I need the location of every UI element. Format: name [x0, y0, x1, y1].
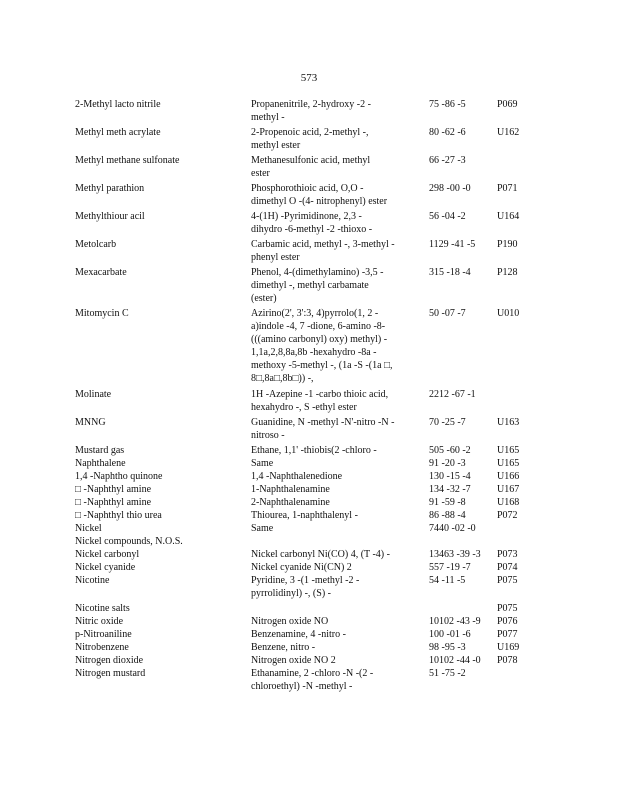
table-row: [0, 98, 618, 124]
cas-number: 1129 -41 -5: [429, 239, 476, 250]
synonym: Carbamic acid, methyl -, 3-methyl - phenyl ester: [251, 239, 395, 263]
page-number: 573: [300, 72, 318, 84]
waste-code: P190: [497, 239, 518, 250]
synonym: Nitrogen oxide NO: [251, 616, 329, 627]
waste-code: U163: [497, 417, 520, 428]
synonym: Same: [251, 523, 274, 534]
table-row: [0, 307, 618, 386]
cas-number: 7440 -02 -0: [429, 523, 476, 534]
cas-number: 66 -27 -3: [429, 155, 466, 166]
table-row: [0, 535, 618, 548]
substance-name: Methylthiour acil: [75, 211, 145, 222]
substance-name: □ -Naphthyl amine: [75, 497, 152, 508]
synonym: Nickel cyanide Ni(CN) 2: [251, 562, 352, 573]
cas-number: 98 -95 -3: [429, 642, 466, 653]
waste-code: U166: [497, 471, 520, 482]
cas-number: 130 -15 -4: [429, 471, 471, 482]
synonym: 1,4 -Naphthalenedione: [251, 471, 343, 482]
waste-code: U010: [497, 308, 520, 319]
synonym: Ethane, 1,1' -thiobis(2 -chloro -: [251, 445, 377, 456]
table-row: [0, 522, 618, 535]
table-row: [0, 548, 618, 561]
substance-name: Nitrogen mustard: [75, 668, 146, 679]
synonym: Propanenitrile, 2-hydroxy -2 - methyl -: [251, 99, 371, 123]
cas-number: 298 -00 -0: [429, 183, 471, 194]
synonym: Benzenamine, 4 -nitro -: [251, 629, 346, 640]
substance-name: Nitrobenzene: [75, 642, 129, 653]
waste-code: P071: [497, 183, 518, 194]
substance-name: Nickel cyanide: [75, 562, 136, 573]
substance-name: Nickel compounds, N.O.S.: [75, 536, 183, 547]
substance-name: Methyl methane sulfonate: [75, 155, 180, 166]
cas-number: 134 -32 -7: [429, 484, 471, 495]
cas-number: 315 -18 -4: [429, 267, 471, 278]
cas-number: 505 -60 -2: [429, 445, 471, 456]
table-row: [0, 210, 618, 236]
synonym: Methanesulfonic acid, methyl ester: [251, 155, 371, 179]
table-row: [0, 602, 618, 615]
substance-name: 1,4 -Naphtho quinone: [75, 471, 163, 482]
waste-code: P076: [497, 616, 518, 627]
synonym: 1-Naphthalenamine: [251, 484, 330, 495]
substance-name: □ -Naphthyl amine: [75, 484, 152, 495]
synonym: Guanidine, N -methyl -N'-nitro -N - nitroso -: [251, 417, 395, 441]
table-row: [0, 628, 618, 641]
substance-name: Nickel: [75, 523, 102, 534]
waste-code: U167: [497, 484, 520, 495]
synonym: Ethanamine, 2 -chloro -N -(2 - chloroethyl) -N -methyl -: [251, 668, 374, 692]
table-row: [0, 416, 618, 442]
waste-code: P077: [497, 629, 518, 640]
synonym: 2-Propenoic acid, 2-methyl -, methyl ester: [251, 127, 369, 151]
substance-name: Molinate: [75, 389, 112, 400]
cas-number: 91 -20 -3: [429, 458, 466, 469]
synonym: 4-(1H) -Pyrimidinone, 2,3 - dihydro -6-methyl -2 -thioxo -: [251, 211, 373, 235]
synonym: Benzene, nitro -: [251, 642, 316, 653]
chemical-table: [0, 98, 618, 693]
substance-name: 2-Methyl lacto nitrile: [75, 99, 161, 110]
substance-name: Mitomycin C: [75, 308, 129, 319]
synonym: Azirino(2', 3':3, 4)pyrrolo(1, 2 - a)indole -4, 7 -dione, 6-amino -8- (((amino carbonyl) oxy) methyl) - 1,1a,2,8,8a,8b -hexahydro -8a - methoxy -5-methyl -, (1a -S -(1a □, 8□,8a□,8b□)) -,: [251, 308, 393, 384]
synonym: Same: [251, 458, 274, 469]
cas-number: 10102 -43 -9: [429, 616, 481, 627]
table-row: [0, 126, 618, 152]
waste-code: U164: [497, 211, 520, 222]
cas-number: 2212 -67 -1: [429, 389, 476, 400]
waste-code: P078: [497, 655, 518, 666]
waste-code: U162: [497, 127, 520, 138]
waste-code: U169: [497, 642, 520, 653]
substance-name: □ -Naphthyl thio urea: [75, 510, 162, 521]
table-row: [0, 266, 618, 305]
cas-number: 100 -01 -6: [429, 629, 471, 640]
synonym: Nitrogen oxide NO 2: [251, 655, 336, 666]
table-row: [0, 496, 618, 509]
table-row: [0, 444, 618, 457]
synonym: 2-Naphthalenamine: [251, 497, 330, 508]
waste-code: P075: [497, 603, 518, 614]
waste-code: U165: [497, 445, 520, 456]
cas-number: 51 -75 -2: [429, 668, 466, 679]
substance-name: Nicotine salts: [75, 603, 130, 614]
waste-code: P072: [497, 510, 518, 521]
cas-number: 10102 -44 -0: [429, 655, 481, 666]
cas-number: 13463 -39 -3: [429, 549, 481, 560]
cas-number: 54 -11 -5: [429, 575, 466, 586]
table-row: [0, 654, 618, 667]
synonym: Phenol, 4-(dimethylamino) -3,5 - dimethyl -, methyl carbamate (ester): [251, 267, 384, 304]
substance-name: Nickel carbonyl: [75, 549, 140, 560]
substance-name: Nitrogen dioxide: [75, 655, 144, 666]
synonym: 1H -Azepine -1 -carbo thioic acid, hexahydro -, S -ethyl ester: [251, 389, 389, 413]
cas-number: 75 -86 -5: [429, 99, 466, 110]
substance-name: Nitric oxide: [75, 616, 124, 627]
waste-code: P069: [497, 99, 518, 110]
waste-code: U168: [497, 497, 520, 508]
synonym: Phosphorothioic acid, O,O - dimethyl O -(4- nitrophenyl) ester: [251, 183, 388, 207]
cas-number: 86 -88 -4: [429, 510, 466, 521]
cas-number: 50 -07 -7: [429, 308, 466, 319]
cas-number: 56 -04 -2: [429, 211, 466, 222]
waste-code: P128: [497, 267, 518, 278]
table-row: [0, 509, 618, 522]
substance-name: Mustard gas: [75, 445, 125, 456]
table-row: [0, 388, 618, 414]
waste-code: P075: [497, 575, 518, 586]
table-row: [0, 667, 618, 693]
table-row: [0, 641, 618, 654]
table-row: [0, 470, 618, 483]
cas-number: 557 -19 -7: [429, 562, 471, 573]
cas-number: 91 -59 -8: [429, 497, 466, 508]
substance-name: Naphthalene: [75, 458, 126, 469]
substance-name: Methyl meth acrylate: [75, 127, 161, 138]
synonym: Thiourea, 1-naphthalenyl -: [251, 510, 358, 521]
table-row: [0, 615, 618, 628]
synonym: Nickel carbonyl Ni(CO) 4, (T -4) -: [251, 549, 390, 560]
substance-name: Nicotine: [75, 575, 110, 586]
synonym: Pyridine, 3 -(1 -methyl -2 - pyrrolidinyl) -, (S) -: [251, 575, 360, 599]
table-row: [0, 561, 618, 574]
substance-name: p-Nitroaniline: [75, 629, 132, 640]
waste-code: P074: [497, 562, 518, 573]
table-row: [0, 574, 618, 600]
table-row: [0, 154, 618, 180]
substance-name: MNNG: [75, 417, 106, 428]
cas-number: 70 -25 -7: [429, 417, 466, 428]
cas-number: 80 -62 -6: [429, 127, 466, 138]
substance-name: Metolcarb: [75, 239, 117, 250]
waste-code: U165: [497, 458, 520, 469]
substance-name: Mexacarbate: [75, 267, 127, 278]
table-row: [0, 457, 618, 470]
table-row: [0, 483, 618, 496]
table-row: [0, 182, 618, 208]
waste-code: P073: [497, 549, 518, 560]
table-row: [0, 238, 618, 264]
substance-name: Methyl parathion: [75, 183, 145, 194]
